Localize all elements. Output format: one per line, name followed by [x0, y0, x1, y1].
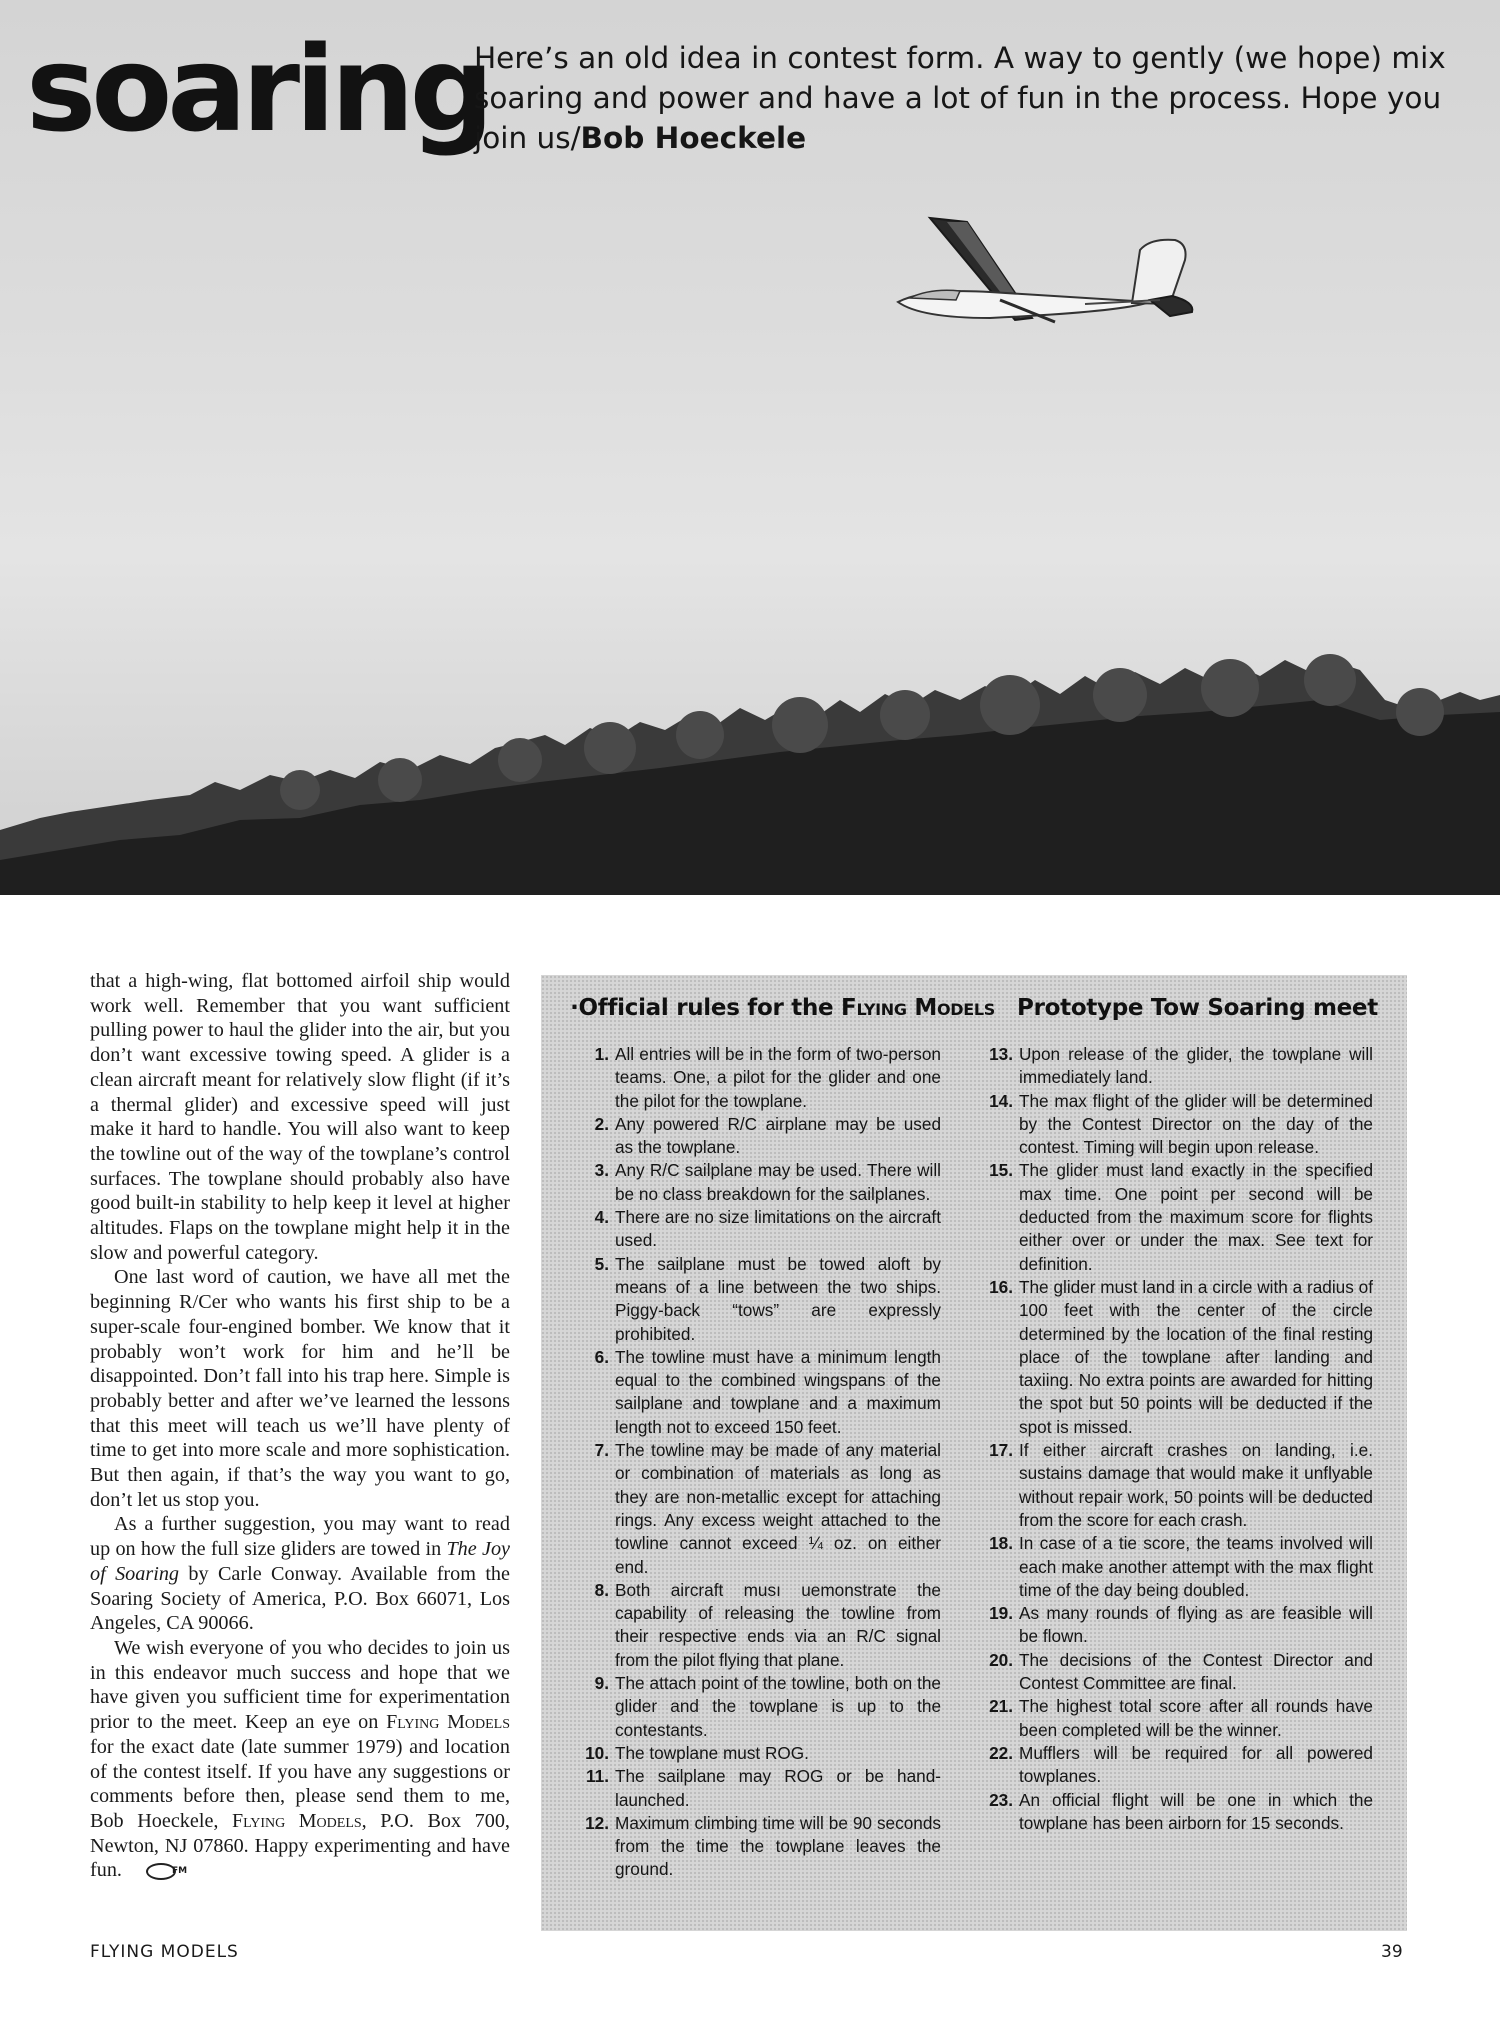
rule-number: 17.: [989, 1440, 1013, 1461]
rule-text: The towplane must ROG.: [615, 1742, 809, 1763]
rule-text: The towline may be made of any material or combination of materials as long as they are non-metallic except for attaching rings. Any excess weight attached to the towline cannot exceed ¼ oz. on either end.: [615, 1440, 941, 1577]
rule-number: 22.: [989, 1742, 1013, 1763]
magazine-name: Flying Models: [386, 1711, 511, 1734]
rule-text: All entries will be in the form of two-person teams. One, a pilot for the glider and one the pilot for the towplane.: [615, 1044, 941, 1111]
rules-title-tail: Prototype Tow Soaring meet: [1017, 995, 1378, 1021]
rules-column-right: [985, 1043, 1373, 1835]
rule-number: 6.: [594, 1346, 609, 1367]
rule-text: Both aircraft musı uemonstrate the capability of releasing the towline from their respective ends via an R/C signal from the pilot flying that plane.: [615, 1579, 941, 1670]
rule-item: [581, 1579, 941, 1672]
rule-text: The sailplane may ROG or be hand-launched.: [615, 1766, 941, 1810]
rule-text: Any R/C sailplane may be used. There will be no class breakdown for the sailplanes.: [615, 1160, 941, 1204]
rule-number: 4.: [594, 1207, 609, 1228]
rule-text: The glider must land exactly in the specified max time. One point per second will be deducted from the maximum score for flights either over or under the max. See text for definition.: [1019, 1160, 1373, 1274]
rule-item: [985, 1602, 1373, 1649]
article-body-column: [90, 969, 510, 1883]
rule-item: [985, 1439, 1373, 1532]
rule-text: The sailplane must be towed aloft by means of a line between the two ships. Piggy-back “tows” are expressly prohibited.: [615, 1253, 941, 1344]
rule-item: [581, 1043, 941, 1113]
rule-text: The highest total score after all rounds have been completed will be the winner.: [1019, 1696, 1373, 1740]
rule-item: [985, 1159, 1373, 1275]
rule-item: [581, 1206, 941, 1253]
rule-text: The glider must land in a circle with a radius of 100 feet with the center of the circle determined by the location of the final resting place of the towplane after landing and taxiing. No extra points are awarded for hitting the spot but 50 points will be deducted if the spot is missed.: [1019, 1276, 1373, 1437]
rule-number: 19.: [989, 1603, 1013, 1624]
rule-text: The attach point of the towline, both on the glider and the towplane is up to the contestants.: [615, 1673, 941, 1740]
rule-text: The decisions of the Contest Director and Contest Committee are final.: [1019, 1649, 1373, 1694]
body-text: As a further suggestion, you may want to read up on how the full size gliders are towed in: [90, 1513, 510, 1561]
body-text: by Carle Conway. Available from the Soaring Society of America, P.O. Box 66071, Los Angeles, CA 90066.: [90, 1562, 510, 1635]
rule-text: As many rounds of flying as are feasible will be flown.: [1019, 1603, 1373, 1647]
sailplane-graphic: [898, 218, 1192, 322]
rule-item: [985, 1789, 1373, 1836]
footer-magazine-name: FLYING MODELS: [90, 1942, 239, 1962]
rule-item: [985, 1090, 1373, 1160]
rule-number: 7.: [594, 1440, 609, 1461]
rule-item: [985, 1649, 1373, 1696]
body-text: We wish everyone of you who decides to join us in this endeavor much success and hope that we have given you sufficient time for experimentation prior to the meet. Keep an eye on: [90, 1636, 510, 1734]
rule-number: 21.: [989, 1696, 1013, 1717]
rule-item: [581, 1113, 941, 1160]
rule-item: [581, 1346, 941, 1439]
rule-number: 9.: [594, 1673, 609, 1694]
rule-number: 13.: [989, 1044, 1013, 1064]
rule-number: 11.: [586, 1766, 609, 1787]
rule-number: 20.: [989, 1649, 1013, 1670]
rules-column-left: [581, 1043, 941, 1882]
rules-title-lead: ·Official rules for the: [570, 995, 842, 1021]
rule-item: [985, 1742, 1373, 1789]
rule-text: An official flight will be one in which the towplane has been airborn for 15 seconds.: [1019, 1789, 1373, 1833]
rule-text: Maximum climbing time will be 90 seconds from the time the towplane leaves the ground.: [615, 1812, 941, 1880]
rule-number: 15.: [989, 1160, 1013, 1181]
rule-number: 16.: [989, 1276, 1013, 1297]
body-paragraph-3: [90, 1512, 510, 1636]
end-of-article-mark: FM: [146, 1863, 176, 1880]
rule-item: [985, 1695, 1373, 1742]
rule-number: 3.: [594, 1160, 609, 1181]
rule-number: 5.: [594, 1253, 609, 1274]
rule-item: [985, 1276, 1373, 1439]
rule-item: [985, 1532, 1373, 1602]
rule-text: Upon release of the glider, the towplane will immediately land.: [1019, 1044, 1373, 1088]
book-title: The Joy of Soaring: [90, 1538, 510, 1585]
rule-text: There are no size limitations on the aircraft used.: [615, 1207, 941, 1251]
article-title: soaring: [26, 20, 490, 158]
rule-number: 14.: [989, 1090, 1013, 1111]
page-number: 39: [1381, 1942, 1403, 1962]
rule-text: Mufflers will be required for all powered towplanes.: [1019, 1742, 1373, 1787]
rule-item: [581, 1439, 941, 1579]
rule-item: [581, 1742, 941, 1765]
rule-text: If either aircraft crashes on landing, i.e. sustains damage that would make it unflyable without repair work, 50 points will be deducted from the score for each crash.: [1019, 1440, 1373, 1530]
rule-number: 12.: [585, 1812, 609, 1833]
rule-text: Any powered R/C airplane may be used as the towplane.: [615, 1113, 941, 1158]
rule-item: [581, 1253, 941, 1346]
rule-number: 8.: [594, 1579, 609, 1600]
rules-title: [541, 995, 1407, 1021]
rule-text: In case of a tie score, the teams involved will each make another attempt with the max flight time of the day being doubled.: [1019, 1533, 1373, 1600]
rule-item: [581, 1765, 941, 1812]
rule-item: [581, 1812, 941, 1882]
deck-text: Here’s an old idea in contest form. A way to gently (we hope) mix soaring and power and have a lot of fun in the process. Hope you join us/: [474, 41, 1446, 155]
body-text: for the exact date (late summer 1979) and location of the contest itself. If you have any suggestions or comments before then, please send them to me, Bob Hoeckele,: [90, 1735, 510, 1832]
body-paragraph-4: [90, 1636, 510, 1883]
rule-number: 18.: [989, 1533, 1013, 1554]
rule-item: [985, 1043, 1373, 1090]
rule-number: 1.: [594, 1044, 609, 1064]
treeline: [0, 654, 1500, 895]
rules-title-magazine: Flying Models: [841, 995, 996, 1021]
hero-photo: [0, 0, 1500, 895]
rule-text: The towline must have a minimum length equal to the combined wingspans of the sailplane and towplane and a maximum length not to exceed 150 feet.: [615, 1346, 941, 1437]
rule-number: 10.: [585, 1742, 609, 1763]
rule-item: [581, 1672, 941, 1742]
rule-item: [581, 1159, 941, 1206]
body-paragraph-1: that a high-wing, flat bottomed airfoil ship would work well. Remember that you want sufficient pulling power to haul the glider into the air, but you don’t want excessive towing speed. A glider is a clean aircraft meant for relatively slow flight (if it’s a thermal glider) and excessive speed will just make it hard to handle. You will also want to keep the towline out of the way of the towplane’s control surfaces. The towplane should probably also have good built-in stability to help keep it level at higher altitudes. Flaps on the towplane might help it in the slow and powerful category.: [90, 970, 510, 1264]
rule-text: The max flight of the glider will be determined by the Contest Director on the day of the contest. Timing will begin upon release.: [1019, 1090, 1373, 1158]
magazine-name: Flying Models: [232, 1809, 362, 1832]
official-rules-box: [541, 975, 1407, 1931]
rule-number: 2.: [594, 1113, 609, 1134]
article-deck: [474, 38, 1484, 158]
author-name: Bob Hoeckele: [580, 121, 807, 155]
rule-number: 23.: [989, 1789, 1013, 1810]
body-paragraph-2: One last word of caution, we have all met the beginning R/Cer who wants his first ship to be a super-scale four-engined bomber. We know that it probably won’t work for him and he’ll be disappointed. Don’t fall into his trap here. Simple is probably better and after we’ve learned the lessons that this meet will teach us we’ll have plenty of time to get into more scale and more sophistication. But then again, if that’s the way you want to go, don’t let us stop you.: [90, 1266, 510, 1511]
body-text: , P.O. Box 700, Newton, NJ 07860. Happy experimenting and have fun.: [90, 1809, 510, 1882]
